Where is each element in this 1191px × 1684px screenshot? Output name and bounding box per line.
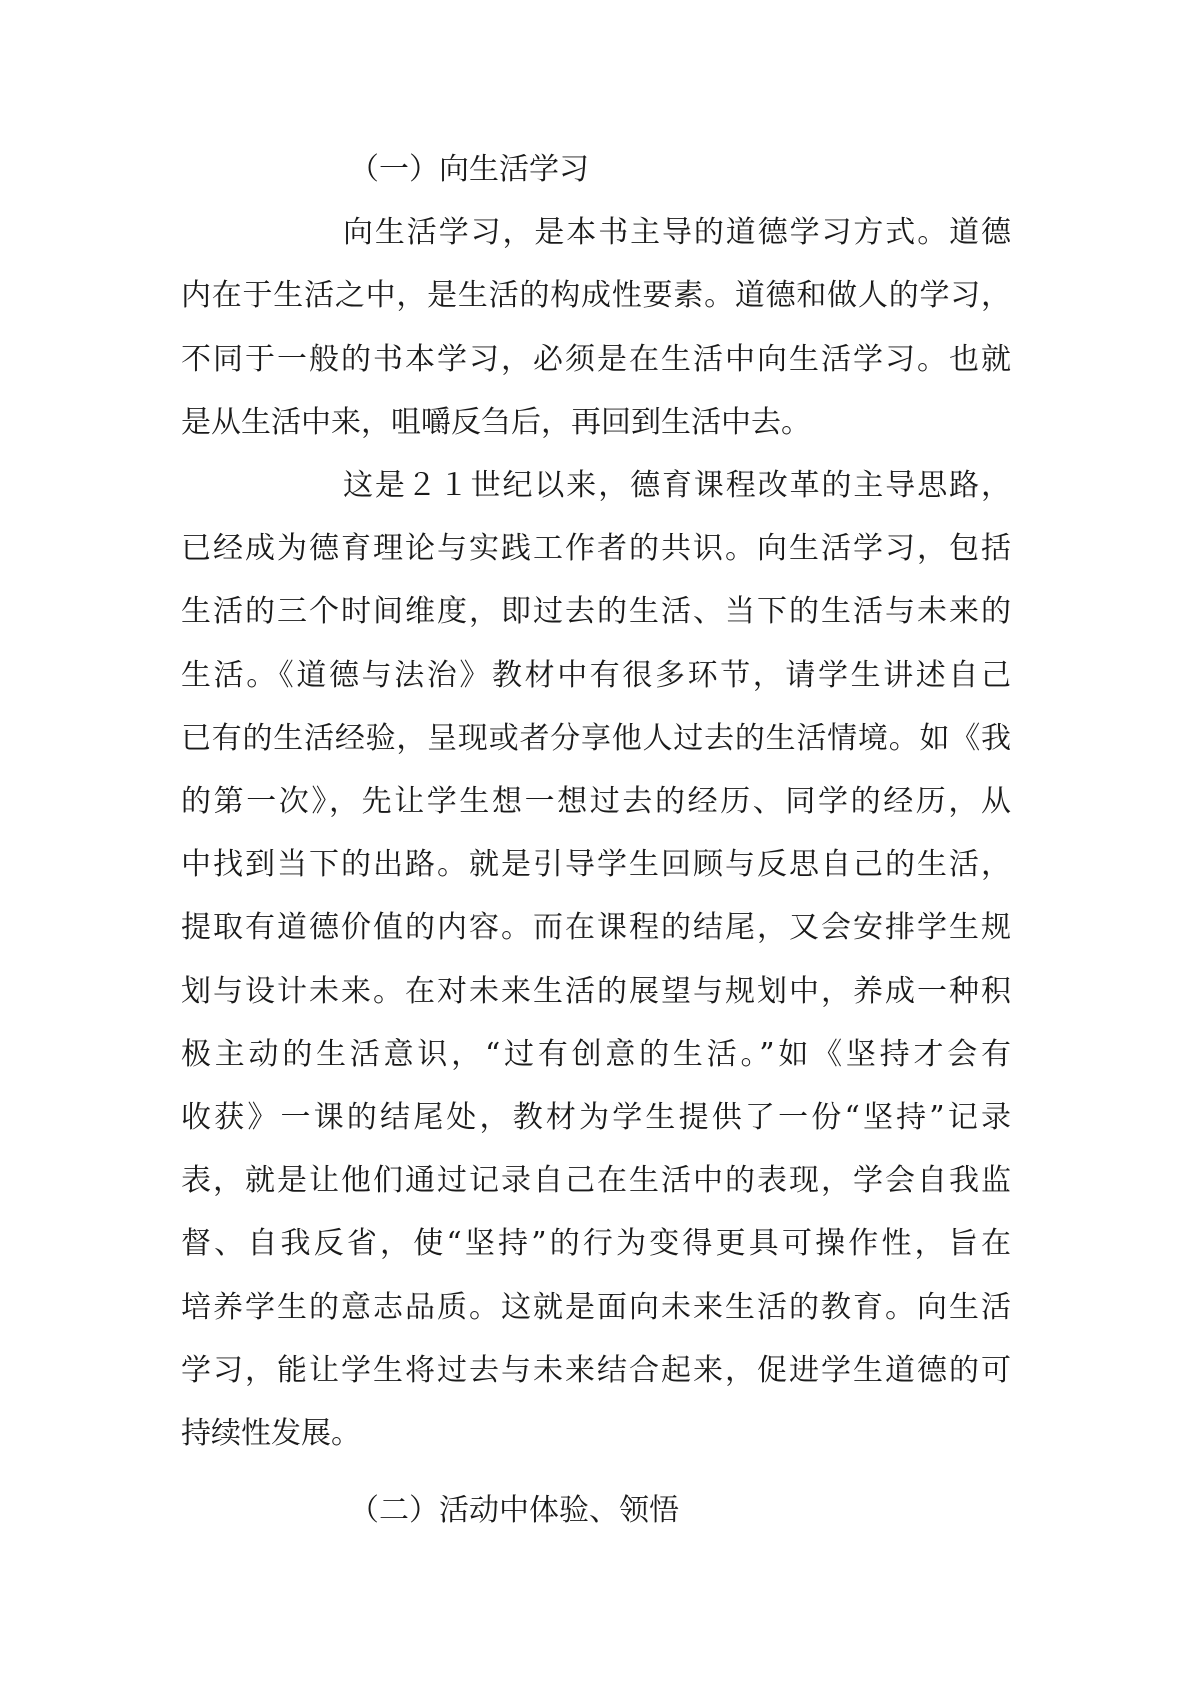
- paragraph-line: 督、自我反省，使“坚持”的行为变得更具可操作性，旨在: [181, 1226, 1011, 1262]
- paragraph-line: 培养学生的意志品质。这就是面向未来生活的教育。向生活: [181, 1289, 1011, 1325]
- paragraph-line: 内在于生活之中，是生活的构成性要素。道德和做人的学习，: [181, 278, 1011, 314]
- section-heading-2: （二）活动中体验、领悟: [349, 1493, 679, 1529]
- document-body: [181, 138, 1011, 1542]
- paragraph-2: [181, 454, 1011, 1465]
- paragraph-line: 收获》一课的结尾处，教材为学生提供了一份“坚持”记录: [181, 1100, 1011, 1136]
- paragraph-line: 生活的三个时间维度，即过去的生活、当下的生活与未来的: [181, 594, 1011, 630]
- paragraph-line: 是从生活中来，咀嚼反刍后，再回到生活中去。: [181, 404, 811, 440]
- paragraph-line: 提取有道德价值的内容。而在课程的结尾，又会安排学生规: [181, 910, 1011, 946]
- paragraph-1: [181, 201, 1011, 454]
- paragraph-line: 向生活学习，是本书主导的道德学习方式。道德: [343, 215, 1011, 251]
- paragraph-line: 极主动的生活意识，“过有创意的生活。”如《坚持才会有: [181, 1036, 1011, 1072]
- paragraph-line: 的第一次》，先让学生想一想过去的经历、同学的经历，从: [181, 784, 1011, 820]
- paragraph-line: 学习，能让学生将过去与未来结合起来，促进学生道德的可: [181, 1352, 1011, 1388]
- paragraph-line: 表，就是让他们通过记录自己在生活中的表现，学会自我监: [181, 1163, 1011, 1199]
- paragraph-line: 这是２１世纪以来，德育课程改革的主导思路，: [343, 468, 1011, 504]
- paragraph-line: 划与设计未来。在对未来生活的展望与规划中，养成一种积: [181, 973, 1011, 1009]
- paragraph-line: 不同于一般的书本学习，必须是在生活中向生活学习。也就: [181, 341, 1011, 377]
- paragraph-line: 已经成为德育理论与实践工作者的共识。向生活学习，包括: [181, 531, 1011, 567]
- paragraph-line: 已有的生活经验，呈现或者分享他人过去的生活情境。如《我: [181, 720, 1011, 756]
- paragraph-line: 持续性发展。: [181, 1416, 361, 1452]
- paragraph-line: 中找到当下的出路。就是引导学生回顾与反思自己的生活，: [181, 847, 1011, 883]
- section-heading-1: （一）向生活学习: [349, 152, 589, 187]
- paragraph-line: 生活。《道德与法治》教材中有很多环节，请学生讲述自己: [181, 657, 1011, 693]
